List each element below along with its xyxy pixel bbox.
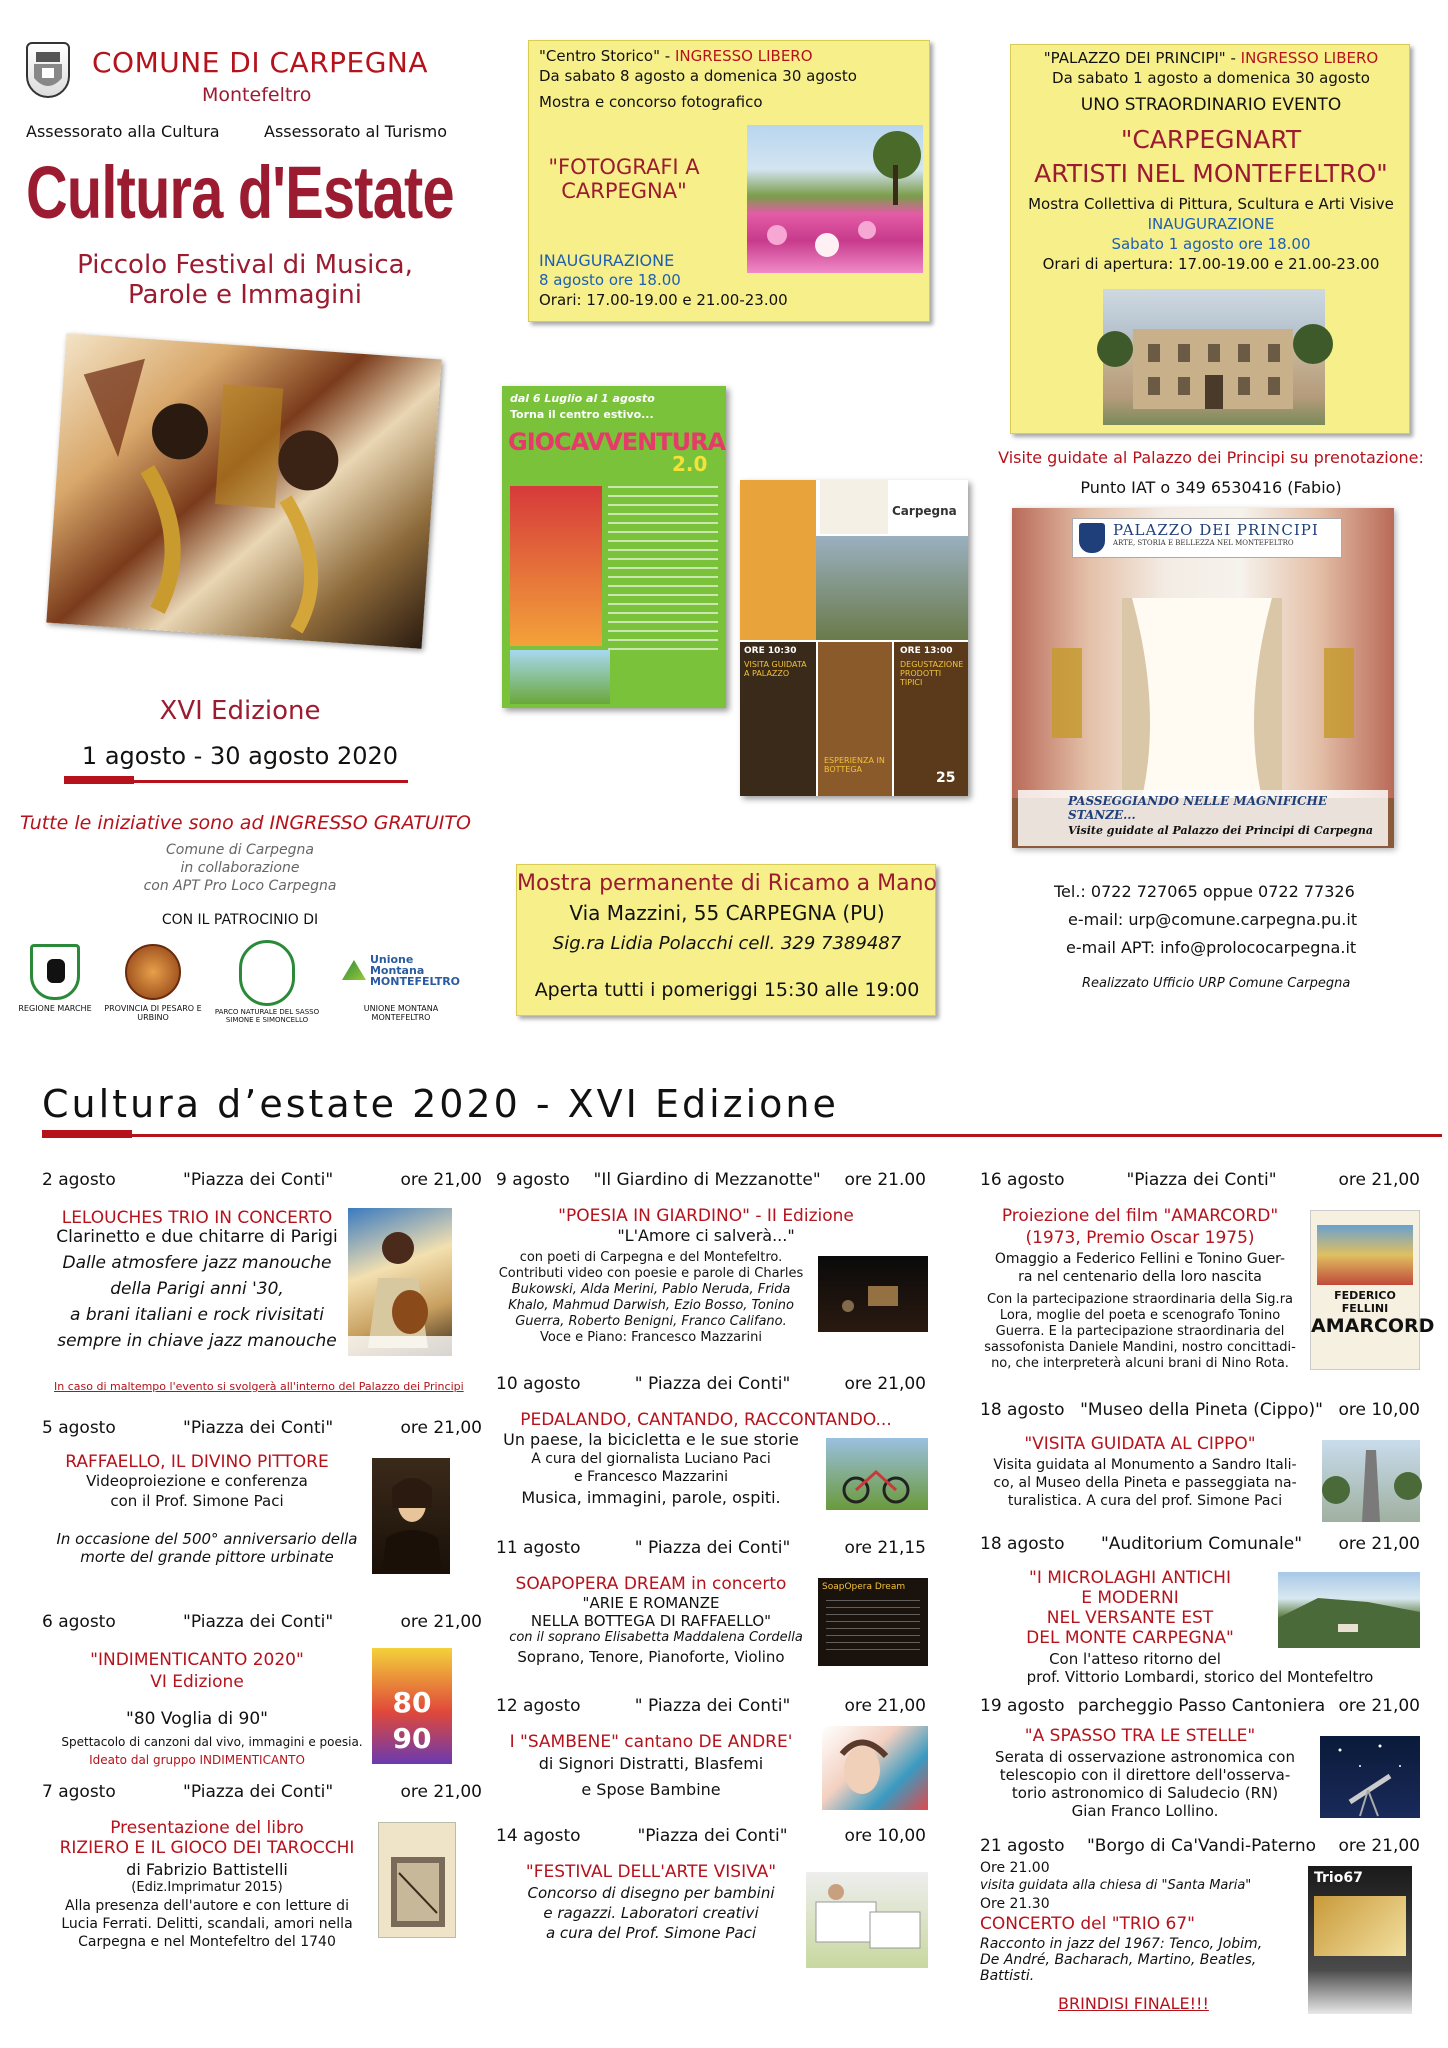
event-date: 6 agosto (42, 1612, 116, 1632)
festival-title: Cultura d'Estate (26, 151, 454, 234)
indimenticanto-poster-image (372, 1648, 452, 1764)
palazzo-caption-2: Visite guidate al Palazzo dei Principi di Carpegna (1068, 824, 1374, 837)
event-line: sempre in chiave jazz manouche (57, 1331, 337, 1351)
assessorato-turismo: Assessorato al Turismo (264, 122, 448, 141)
fotografi-inaug-date: 8 agosto ore 18.00 (539, 271, 681, 289)
event-time: ore 21,00 (400, 1782, 482, 1802)
program-title: Cultura d’estate 2020 - XVI Edizione (42, 1082, 839, 1126)
event-time: ore 21,00 (400, 1612, 482, 1632)
edition-label: XVI Edizione (159, 696, 321, 726)
cippo-monument-photo (1322, 1440, 1420, 1522)
gioca-kids-photo (510, 486, 602, 646)
flowers-photo (747, 125, 923, 273)
event-line: di Fabrizio Battistelli (126, 1860, 288, 1879)
event-14-agosto (496, 1826, 936, 1942)
palazzo-badge-title: PALAZZO DEI PRINCIPI (1113, 521, 1319, 539)
event-time: ore 21,00 (1338, 1534, 1420, 1554)
monte-carpegna-photo (1278, 1572, 1420, 1648)
amarcord-poster-title: AMARCORD (1311, 1315, 1435, 1337)
event-line: A cura del giornalista Luciano Paci (531, 1451, 771, 1467)
fotografi-box (528, 40, 930, 322)
event-line: visita guidata alla chiesa di "Santa Maria" (980, 1878, 1252, 1893)
event-pre-title: Presentazione del libro (110, 1818, 304, 1838)
amarcord-poster-image (1310, 1210, 1435, 1370)
fotografi-title: "FOTOGRAFI A CARPEGNA" (548, 155, 700, 203)
poesia-garden-photo (818, 1256, 928, 1332)
event-line: e Francesco Mazzarini (574, 1469, 728, 1485)
event-line: ra nel centenario della loro nascita (1018, 1269, 1262, 1285)
event-title: Proiezione del film "AMARCORD" (1001, 1206, 1279, 1226)
event-date: 5 agosto (42, 1418, 116, 1438)
event-line: telescopio con il direttore dell'osserva- (999, 1766, 1291, 1784)
event-line: torio astronomico di Saludecio (RN) (1011, 1784, 1279, 1802)
festival-subtitle-1: Piccolo Festival di Musica, (77, 250, 413, 280)
gioca-field-photo (510, 650, 610, 704)
event-line: della Parigi anni '30, (110, 1279, 284, 1299)
org-line-2: in collaborazione (180, 860, 300, 876)
ricamo-hours: Aperta tutti i pomeriggi 15:30 alle 19:00 (534, 979, 920, 1001)
riziero-book-cover-image (378, 1822, 456, 1938)
event-line: Musica, immagini, parole, ospiti. (521, 1488, 781, 1507)
carpegnart-location: "PALAZZO DEI PRINCIPI" - (1043, 49, 1241, 67)
event-title: RAFFAELLO, IL DIVINO PITTORE (65, 1452, 329, 1472)
org-line-3: con APT Pro Loco Carpegna (143, 878, 337, 894)
event-date: 11 agosto (496, 1538, 581, 1558)
parco-logo: PARCO NATURALE DEL SASSO SIMONE E SIMONCELLO (212, 940, 322, 1024)
event-line: e ragazzi. Laboratori creativi (543, 1904, 759, 1922)
event-line: In occasione del 500° anniversario della (56, 1530, 358, 1548)
unione-montana-logo: Unione Montana MONTEFELTRO UNIONE MONTANA MONTEFELTRO (336, 950, 466, 1022)
event-title-3: NEL VERSANTE EST (1046, 1608, 1214, 1628)
event-date: 2 agosto (42, 1170, 116, 1190)
event-line: sassofonista Daniele Mandini, nostro concittadi- (984, 1340, 1296, 1355)
event-time: ore 21,00 (400, 1170, 482, 1190)
visite-contact: Punto IAT o 349 6530416 (Fabio) (1080, 478, 1342, 497)
event-line: Lora, moglie del poeta e scenografo Tonino (999, 1308, 1281, 1323)
event-line: Ore 21.00 (980, 1860, 1050, 1876)
event-line: Contributi video con poesie e parole di Charles (498, 1266, 804, 1281)
raffaello-portrait-image (372, 1458, 450, 1574)
event-date: 21 agosto (980, 1836, 1065, 1856)
event-5-agosto (42, 1418, 482, 1566)
provincia-logo: PROVINCIA DI PESARO E URBINO (98, 944, 208, 1022)
trio67-poster-image (1308, 1866, 1412, 2014)
event-place: "Auditorium Comunale" (1100, 1534, 1303, 1554)
event-line: con il Prof. Simone Paci (110, 1492, 284, 1510)
event-16-agosto (980, 1170, 1435, 1371)
event-title: SOAPOPERA DREAM in concerto (515, 1574, 787, 1594)
event-line: NELLA BOTTEGA DI RAFFAELLO" (530, 1612, 772, 1630)
event-11-agosto (496, 1538, 936, 1666)
event-line: Bukowski, Alda Merini, Pablo Neruda, Frida (511, 1282, 791, 1297)
flyer-desc-1: VISITA GUIDATA A PALAZZO (744, 660, 807, 678)
comune-title: COMUNE DI CARPEGNA (92, 46, 429, 79)
arte-visiva-photo (806, 1872, 928, 1968)
event-time: ore 21,00 (844, 1696, 926, 1716)
event-title: CONCERTO del "TRIO 67" (980, 1914, 1195, 1934)
event-line: Ideato dal gruppo INDIMENTICANTO (89, 1753, 305, 1767)
event-title-4: DEL MONTE CARPEGNA" (1026, 1628, 1234, 1648)
carpegna-holiday-flyer (740, 480, 968, 796)
event-line: di Signori Distratti, Blasfemi (538, 1754, 764, 1773)
event-18-agosto-cippo (980, 1400, 1420, 1509)
event-time: ore 10,00 (1338, 1400, 1420, 1420)
event-2-agosto (42, 1170, 482, 1393)
fotografi-location: "Centro Storico" - (539, 47, 675, 65)
carpegnart-ingresso: INGRESSO LIBERO (1240, 49, 1379, 67)
carpegnart-title-1: "CARPEGNART (1120, 125, 1302, 154)
event-place: "Piazza dei Conti" (183, 1418, 334, 1438)
event-time: ore 21.00 (844, 1170, 926, 1190)
gioca-top-1: dal 6 Luglio al 1 agosto (510, 392, 655, 405)
lelouches-poster-image (348, 1208, 452, 1356)
amarcord-poster-director: FEDERICO FELLINI (1334, 1289, 1396, 1315)
event-subtitle: VI Edizione (150, 1672, 244, 1692)
program-title-rule (42, 1134, 1442, 1137)
event-title: LELOUCHES TRIO IN CONCERTO (61, 1208, 333, 1228)
carpegna-flyer-brand: Carpegna (892, 504, 957, 518)
event-date: 14 agosto (496, 1826, 581, 1846)
event-date: 9 agosto (496, 1170, 570, 1190)
credits: Realizzato Ufficio URP Comune Carpegna (1082, 976, 1351, 991)
event-line: Serata di osservazione astronomica con (995, 1748, 1295, 1766)
coat-of-arms-icon (26, 42, 70, 98)
palazzo-interior-photo (1012, 508, 1394, 848)
event-line: Alla presenza dell'autore e con letture di (65, 1898, 349, 1914)
event-line: "ARIE E ROMANZE (582, 1594, 720, 1612)
carpegnart-orari: Orari di apertura: 17.00-19.00 e 21.00-23.00 (1042, 255, 1380, 273)
brindisi-finale: BRINDISI FINALE!!! (1058, 1994, 1209, 2013)
event-place: "Museo della Pineta (Cippo)" (1080, 1400, 1323, 1420)
free-entry-notice: Tutte le iniziative sono ad INGRESSO GRATUITO (20, 812, 471, 834)
event-line: co, al Museo della Pineta e passeggiata na- (993, 1475, 1297, 1491)
event-12-agosto (496, 1696, 936, 1799)
event-date: 18 agosto (980, 1400, 1065, 1420)
flyer-time-1: ORE 10:30 (744, 646, 797, 656)
event-title: "INDIMENTICANTO 2020" (90, 1650, 304, 1670)
event-21-agosto (980, 1836, 1420, 2013)
maltempo-note: In caso di maltempo l'evento si svolgerà all'interno del Palazzo dei Principi (54, 1380, 464, 1393)
event-line: Spettacolo di canzoni dal vivo, immagini e poesia. (61, 1735, 363, 1749)
patrocinio-label: CON IL PATROCINIO DI (161, 912, 319, 928)
event-place: "Il Giardino di Mezzanotte" (593, 1170, 821, 1190)
gioca-version: 2.0 (672, 452, 708, 476)
event-place: "Piazza dei Conti" (183, 1782, 334, 1802)
event-line: Dalle atmosfere jazz manouche (62, 1253, 332, 1273)
event-title: "POESIA IN GIARDINO" - II Edizione (558, 1206, 854, 1226)
event-title: "VISITA GUIDATA AL CIPPO" (1024, 1434, 1256, 1454)
org-line-1: Comune di Carpegna (166, 842, 314, 858)
event-line: morte del grande pittore urbinate (80, 1548, 334, 1566)
event-line: (Ediz.Imprimatur 2015) (131, 1880, 283, 1895)
sambene-poster-image (822, 1726, 928, 1810)
event-date: 12 agosto (496, 1696, 581, 1716)
event-line: "80 Voglia di 90" (126, 1709, 268, 1729)
event-line: Guerra. E la partecipazione straordinaria del (995, 1324, 1285, 1339)
event-6-agosto (42, 1612, 482, 1767)
event-line: Con l'atteso ritorno del (1049, 1650, 1221, 1668)
event-place: "Borgo di Ca'Vandi-Paterno (1086, 1836, 1317, 1856)
flyer-landscape-photo (816, 536, 968, 640)
event-line: Ore 21.30 (980, 1896, 1050, 1912)
soapopera-poster-label: SoapOpera Dream (822, 1582, 906, 1592)
program-title-rule-accent (42, 1130, 132, 1138)
contact-email[interactable]: e-mail: urp@comune.carpegna.pu.it (1068, 910, 1358, 929)
gioca-text-block (608, 486, 718, 656)
event-date: 18 agosto (980, 1534, 1065, 1554)
palazzo-badge-icon (1079, 523, 1105, 553)
flyer-desc-2: DEGUSTAZIONE PRODOTTI TIPICI (900, 660, 964, 687)
giocavventura-flyer (502, 386, 726, 708)
event-line: turalistica. A cura del prof. Simone Paci (1007, 1493, 1283, 1509)
event-time: ore 21,00 (400, 1418, 482, 1438)
palazzo-exterior-photo (1103, 289, 1325, 425)
carpegnart-inaug-date: Sabato 1 agosto ore 18.00 (1111, 235, 1311, 253)
event-line: no, che interpreterà alcuni brani di Nino Rota. (991, 1356, 1289, 1371)
event-10-agosto (496, 1374, 936, 1507)
event-line: Un paese, la bicicletta e le sue storie (503, 1430, 799, 1449)
gioca-title: GIOCAVVENTURA (508, 428, 726, 456)
festival-subtitle-2: Parole e Immagini (128, 280, 362, 310)
event-7-agosto (42, 1782, 482, 1950)
ricamo-title: Mostra permanente di Ricamo a Mano (517, 871, 937, 896)
event-line: Carpegna e nel Montefeltro del 1740 (78, 1934, 336, 1950)
event-title: RIZIERO E IL GIOCO DEI TAROCCHI (59, 1838, 355, 1858)
soapopera-poster-image (818, 1578, 928, 1666)
event-title: "A SPASSO TRA LE STELLE" (1024, 1726, 1256, 1746)
event-line: e Spose Bambine (581, 1780, 721, 1799)
event-line: Visita guidata al Monumento a Sandro Itali- (993, 1457, 1297, 1473)
event-line: Racconto in jazz del 1967: Tenco, Jobim, (980, 1936, 1263, 1952)
telescope-stars-photo (1320, 1736, 1420, 1818)
carpegnart-event: UNO STRAORDINARIO EVENTO (1080, 95, 1342, 115)
event-place: "Piazza dei Conti" (637, 1826, 788, 1846)
event-date: 7 agosto (42, 1782, 116, 1802)
flyer-number: 25 (936, 770, 956, 786)
carpegnart-box (1010, 44, 1410, 434)
fotografi-inaug: INAUGURAZIONE (539, 251, 675, 270)
event-line: con poeti di Carpegna e del Montefeltro. (519, 1250, 783, 1265)
event-subtitle: (1973, Premio Oscar 1975) (1025, 1228, 1255, 1248)
contact-email-apt[interactable]: e-mail APT: info@prolococarpegna.it (1066, 938, 1357, 957)
event-line: Voce e Piano: Francesco Mazzarini (540, 1330, 762, 1345)
carpegnart-title-2: ARTISTI NEL MONTEFELTRO" (1034, 159, 1388, 188)
event-title-1: "I MICROLAGHI ANTICHI (1029, 1568, 1231, 1588)
carpegnart-inaug: INAUGURAZIONE (1147, 215, 1275, 233)
event-line: Con la partecipazione straordinaria della Sig.ra (986, 1292, 1293, 1307)
jazz-painting-image (46, 333, 441, 649)
event-9-agosto (496, 1170, 936, 1345)
event-place: " Piazza dei Conti" (634, 1538, 791, 1558)
montefeltro-label: Montefeltro (202, 84, 312, 106)
event-title: I "SAMBENE" cantano DE ANDRE' (509, 1732, 793, 1752)
event-line: Videoproiezione e conferenza (86, 1472, 308, 1490)
event-18-agosto-microlaghi (980, 1534, 1420, 1686)
carpegnart-desc: Mostra Collettiva di Pittura, Scultura e Arti Visive (1028, 195, 1394, 213)
visite-guidate-label: Visite guidate al Palazzo dei Principi su prenotazione: (998, 448, 1424, 467)
event-time: ore 10,00 (844, 1826, 926, 1846)
event-line: "L'Amore ci salverà..." (617, 1226, 795, 1245)
gioca-top-2: Torna il centro estivo... (510, 408, 654, 421)
contact-tel: Tel.: 0722 727065 oppue 0722 77326 (1054, 882, 1355, 901)
event-line: Battisti. (980, 1968, 1035, 1984)
event-title: PEDALANDO, CANTANDO, RACCONTANDO... (520, 1410, 892, 1430)
event-line: con il soprano Elisabetta Maddalena Cordella (509, 1630, 803, 1645)
fotografi-ingresso: INGRESSO LIBERO (674, 47, 813, 65)
assessorato-cultura: Assessorato alla Cultura (26, 122, 220, 141)
flyer-desc-3: ESPERIENZA IN BOTTEGA (824, 756, 885, 774)
event-line: De André, Bacharach, Martino, Beatles, (980, 1952, 1257, 1968)
event-place: " Piazza dei Conti" (634, 1374, 791, 1394)
event-line: Omaggio a Federico Fellini e Tonino Guer- (994, 1251, 1286, 1267)
palazzo-caption-1: PASSEGGIANDO NELLE MAGNIFICHE STANZE... (1068, 794, 1328, 822)
event-place: "Piazza dei Conti" (183, 1170, 334, 1190)
ricamo-address: Via Mazzini, 55 CARPEGNA (PU) (569, 901, 885, 925)
event-title-2: E MODERNI (1081, 1588, 1179, 1608)
event-place: "Piazza dei Conti" (183, 1612, 334, 1632)
festival-dates: 1 agosto - 30 agosto 2020 (81, 742, 399, 770)
regione-marche-logo: REGIONE MARCHE (0, 944, 110, 1013)
event-time: ore 21,00 (844, 1374, 926, 1394)
ricamo-box (516, 864, 936, 1016)
event-line: Lucia Ferrati. Delitti, scandali, amori nella (61, 1916, 353, 1932)
svg-text:90: 90 (392, 1722, 432, 1755)
fotografi-desc: Mostra e concorso fotografico (539, 93, 763, 111)
event-line: Clarinetto e due chitarre di Parigi (56, 1227, 338, 1247)
event-line: Khalo, Mahmud Darwish, Ezio Bosso, Tonino (508, 1298, 794, 1313)
event-place: "Piazza dei Conti" (1126, 1170, 1277, 1190)
carpegnart-dates: Da sabato 1 agosto a domenica 30 agosto (1052, 69, 1370, 87)
event-line: prof. Vittorio Lombardi, storico del Montefeltro (1026, 1668, 1374, 1686)
event-line: Concorso di disegno per bambini (527, 1884, 775, 1902)
event-time: ore 21,00 (1338, 1170, 1420, 1190)
trio67-poster-label: Trio67 (1314, 1870, 1363, 1886)
event-time: ore 21,00 (1338, 1836, 1420, 1856)
fotografi-orari: Orari: 17.00-19.00 e 21.00-23.00 (539, 291, 788, 309)
ricamo-contact: Sig.ra Lidia Polacchi cell. 329 7389487 (552, 933, 902, 954)
event-line: Soprano, Tenore, Pianoforte, Violino (517, 1648, 785, 1666)
event-time: ore 21,00 (1338, 1696, 1420, 1716)
event-place: parcheggio Passo Cantoniera (1077, 1696, 1326, 1716)
red-underline-accent (64, 776, 134, 784)
palazzo-badge-sub: ARTE, STORIA E BELLEZZA NEL MONTEFELTRO (1113, 539, 1294, 547)
event-date: 16 agosto (980, 1170, 1065, 1190)
event-date: 19 agosto (980, 1696, 1065, 1716)
svg-text:80: 80 (392, 1686, 432, 1719)
fotografi-dates: Da sabato 8 agosto a domenica 30 agosto (539, 67, 857, 85)
flyer-time-2: ORE 13:00 (900, 646, 953, 656)
event-date: 10 agosto (496, 1374, 581, 1394)
event-time: ore 21,15 (844, 1538, 926, 1558)
event-19-agosto (980, 1696, 1420, 1820)
event-place: " Piazza dei Conti" (634, 1696, 791, 1716)
event-title: "FESTIVAL DELL'ARTE VISIVA" (525, 1862, 777, 1882)
event-line: a cura del Prof. Simone Paci (545, 1924, 757, 1942)
event-line: Guerra, Roberto Benigni, Franco Califano. (515, 1314, 787, 1329)
event-line: a brani italiani e rock rivisitati (70, 1305, 324, 1325)
bicycle-photo (826, 1438, 928, 1510)
event-line: Gian Franco Lollino. (1071, 1802, 1219, 1820)
